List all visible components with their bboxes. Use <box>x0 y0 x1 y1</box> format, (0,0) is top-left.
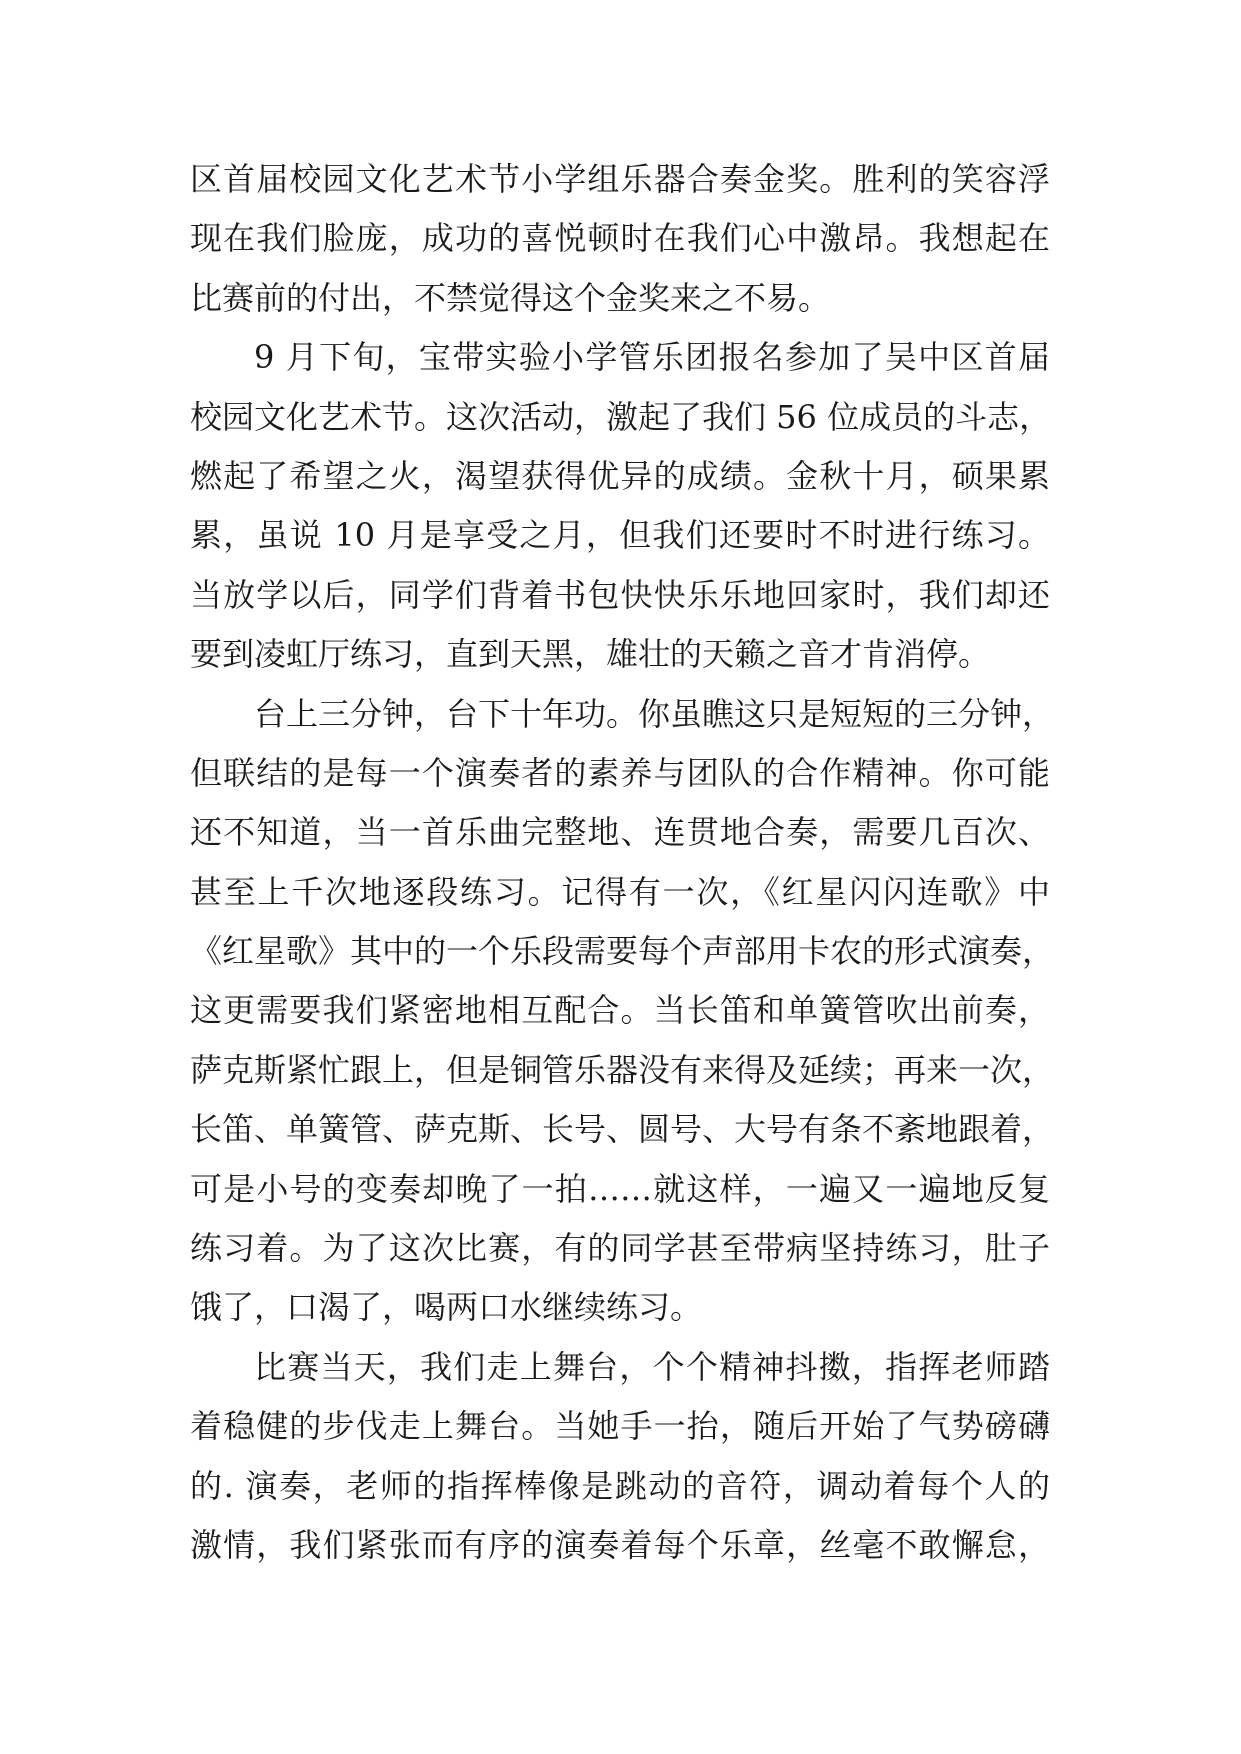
text-line: 累，虽说 10 月是享受之月，但我们还要时不时进行练习。 <box>190 516 1050 555</box>
text-line: 长笛、单簧管、萨克斯、长号、圆号、大号有条不紊地跟着， <box>190 1110 1055 1149</box>
body-text <box>190 150 1055 1575</box>
paragraph-first-line: 台上三分钟，台下十年功。你虽瞧这只是短短的三分钟， <box>254 694 1055 733</box>
text-line: 燃起了希望之火，渴望获得优异的成绩。金秋十月，硕果累 <box>190 456 1050 495</box>
text-line: 这更需要我们紧密地相互配合。当长笛和单簧管吹出前奏， <box>190 991 1050 1030</box>
text-line: 但联结的是每一个演奏者的素养与团队的合作精神。你可能 <box>190 753 1050 792</box>
text-line: 《红星歌》其中的一个乐段需要每个声部用卡农的形式演奏， <box>190 932 1055 971</box>
text-line: 着稳健的步伐走上舞台。当她手一抬，随后开始了气势磅礴 <box>190 1407 1050 1446</box>
paragraph-first-line: 9 月下旬，宝带实验小学管乐团报名参加了吴中区首届 <box>254 338 1050 377</box>
text-line: 要到凌虹厅练习，直到天黑，雄壮的天籁之音才肯消停。 <box>190 635 991 674</box>
text-line: 比赛前的付出，不禁觉得这个金奖来之不易。 <box>190 278 831 317</box>
text-line: 练习着。为了这次比赛，有的同学甚至带病坚持练习，肚子 <box>190 1229 1050 1268</box>
text-line: 现在我们脸庞，成功的喜悦顿时在我们心中激昂。我想起在 <box>190 219 1050 258</box>
text-line: 甚至上千次地逐段练习。记得有一次，《红星闪闪连歌》中 <box>190 872 1050 911</box>
text-line: 还不知道，当一首乐曲完整地、连贯地合奏，需要几百次、 <box>190 813 1050 852</box>
text-line: 萨克斯紧忙跟上，但是铜管乐器没有来得及延续；再来一次， <box>190 1050 1055 1089</box>
text-line: 区首届校园文化艺术节小学组乐器合奏金奖。胜利的笑容浮 <box>190 160 1050 198</box>
paragraph-first-line: 比赛当天，我们走上舞台，个个精神抖擞，指挥老师踏 <box>254 1347 1050 1386</box>
text-line: 校园文化艺术节。这次活动，激起了我们 56 位成员的斗志， <box>190 397 1052 436</box>
text-line: 激情，我们紧张而有序的演奏着每个乐章，丝毫不敢懈怠， <box>190 1525 1050 1564</box>
text-line: 当放学以后，同学们背着书包快快乐乐地回家时，我们却还 <box>190 575 1050 614</box>
text-line: 的. 演奏，老师的指挥棒像是跳动的音符，调动着每个人的 <box>190 1466 1050 1505</box>
text-line: 饿了，口渴了，喝两口水继续练习。 <box>190 1288 703 1327</box>
text-line: 可是小号的变奏却晚了一拍……就这样，一遍又一遍地反复 <box>190 1169 1050 1208</box>
